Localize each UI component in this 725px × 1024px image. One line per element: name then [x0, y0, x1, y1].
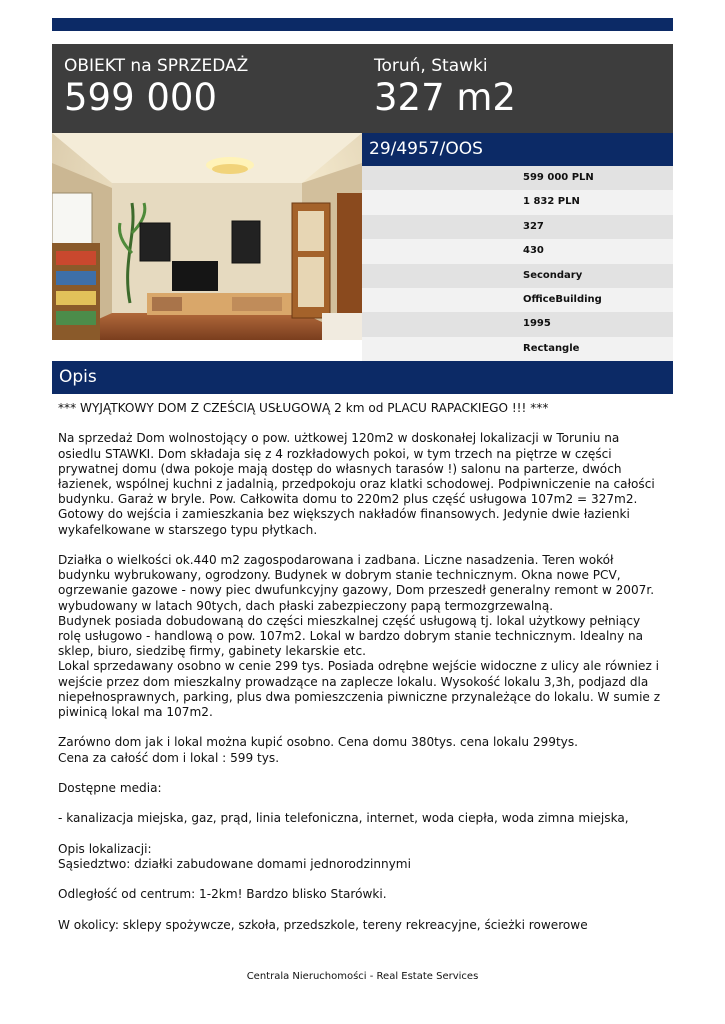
detail-plot-area: 430	[362, 239, 673, 263]
detail-year-built: 1995	[362, 312, 673, 336]
header-right	[374, 56, 516, 118]
detail-price: 599 000 PLN	[362, 166, 673, 190]
detail-plot-shape: Rectangle	[362, 337, 673, 361]
description-paragraph: Na sprzedaż Dom wolnostojący o pow. użtkowej 120m2 w doskonałej lokalizacji w Toruniu na osiedlu STAWKI. Dom składaja się z 4 rozkładowych pokoi, w tym trzech na piętrze w części prywatnej domu (dwa pokoje mają dostęp do własnych tarasów !) salonu na parterze, dwóch łazienek, wspólnej kuchni z jadalnią, przedpokoju oraz klatki schodowej. Podpiwniczenie na całości budynku. Garaż w bryle. Pow. Całkowita domu to 220m2 plus część usługowa 107m2 = 327m2. Gotowy do wejścia i zamieszkania bez większych nakładów finansowych. Jedynie dwie łazienki wykafelkowane w starszego typu płytkach.	[58, 431, 655, 537]
description-paragraph: Dostępne media:	[58, 781, 162, 796]
description-heading: Opis	[52, 361, 673, 394]
detail-price-per-m2: 1 832 PLN	[362, 190, 673, 214]
header-left	[64, 56, 248, 118]
description-paragraph: - kanalizacja miejska, gaz, prąd, linia telefoniczna, internet, woda ciepła, woda zimna miejska,	[58, 811, 629, 826]
description-paragraph: Opis lokalizacji: Sąsiedztwo: działki zabudowane domami jednorodzinnymi	[58, 841, 411, 871]
description-paragraph: Zarówno dom jak i lokal można kupić osobno. Cena domu 380tys. cena lokalu 299tys. Cena za całość dom i lokal : 599 tys.	[58, 735, 578, 765]
top-accent-bar	[52, 18, 673, 31]
description-paragraph: W okolicy: sklepy spożywcze, szkoła, przedszkole, tereny rekreacyjne, ścieżki rowerowe	[58, 917, 588, 932]
detail-building-type: OfficeBuilding	[362, 288, 673, 312]
location: Toruń, Stawki	[374, 56, 488, 76]
details-list	[362, 166, 673, 361]
living-room-photo	[52, 133, 362, 340]
detail-area: 327	[362, 215, 673, 239]
price: 599 000	[64, 76, 218, 119]
reference-number: 29/4957/OOS	[362, 133, 673, 166]
footer-text: Centrala Nieruchomości - Real Estate Services	[246, 971, 479, 982]
description-paragraph: Działka o wielkości ok.440 m2 zagospodarowana i zadbana. Liczne nasadzenia. Teren wokół budynku wybrukowany, ogrodzony. Budynek w dobrym stanie technicznym. Okna nowe PCV, ogrzewanie gazowe - nowy piec dwufunkcyjny gazowy, Dom przeszedł generalny remont w 2007r. wybudowany w latach 90tych, dach płaski zabezpieczony papą termozgrzewalną. Budynek posiada dobudowaną do części mieszkalnej część usługową tj. lokal użytkowy pełniący rolę usługowo - handlową o pow. 107m2. Lokal w bardzo dobrym stanie technicznym. Idealny na sklep, biuro, siedzibę firmy, gabinety lekarskie etc. Lokal sprzedawany osobno w cenie 299 tys. Posiada odrębne wejście widoczne z ulicy ale równiez i wejście przez dom mieszkalny prowadzące na zaplecze lokalu. Wysokość lokalu 3,3h, podjazd dla niepełnosprawnych, parking, plus dwa pomieszczenia piwniczne przynależące do lokalu. W sumie z piwinicą lokal ma 107m2.	[58, 553, 661, 720]
listing-header	[52, 44, 673, 133]
description-paragraph: Odległość od centrum: 1-2km! Bardzo blisko Starówki.	[58, 887, 387, 902]
description-headline: *** WYJĄTKOWY DOM Z CZEŚCIĄ USŁUGOWĄ 2 km od PLACU RAPACKIEGO !!! ***	[58, 401, 549, 415]
description-body	[58, 401, 670, 933]
offer-label: OBIEKT na SPRZEDAŻ	[64, 56, 249, 76]
area: 327 m2	[374, 76, 516, 119]
detail-market: Secondary	[362, 264, 673, 288]
